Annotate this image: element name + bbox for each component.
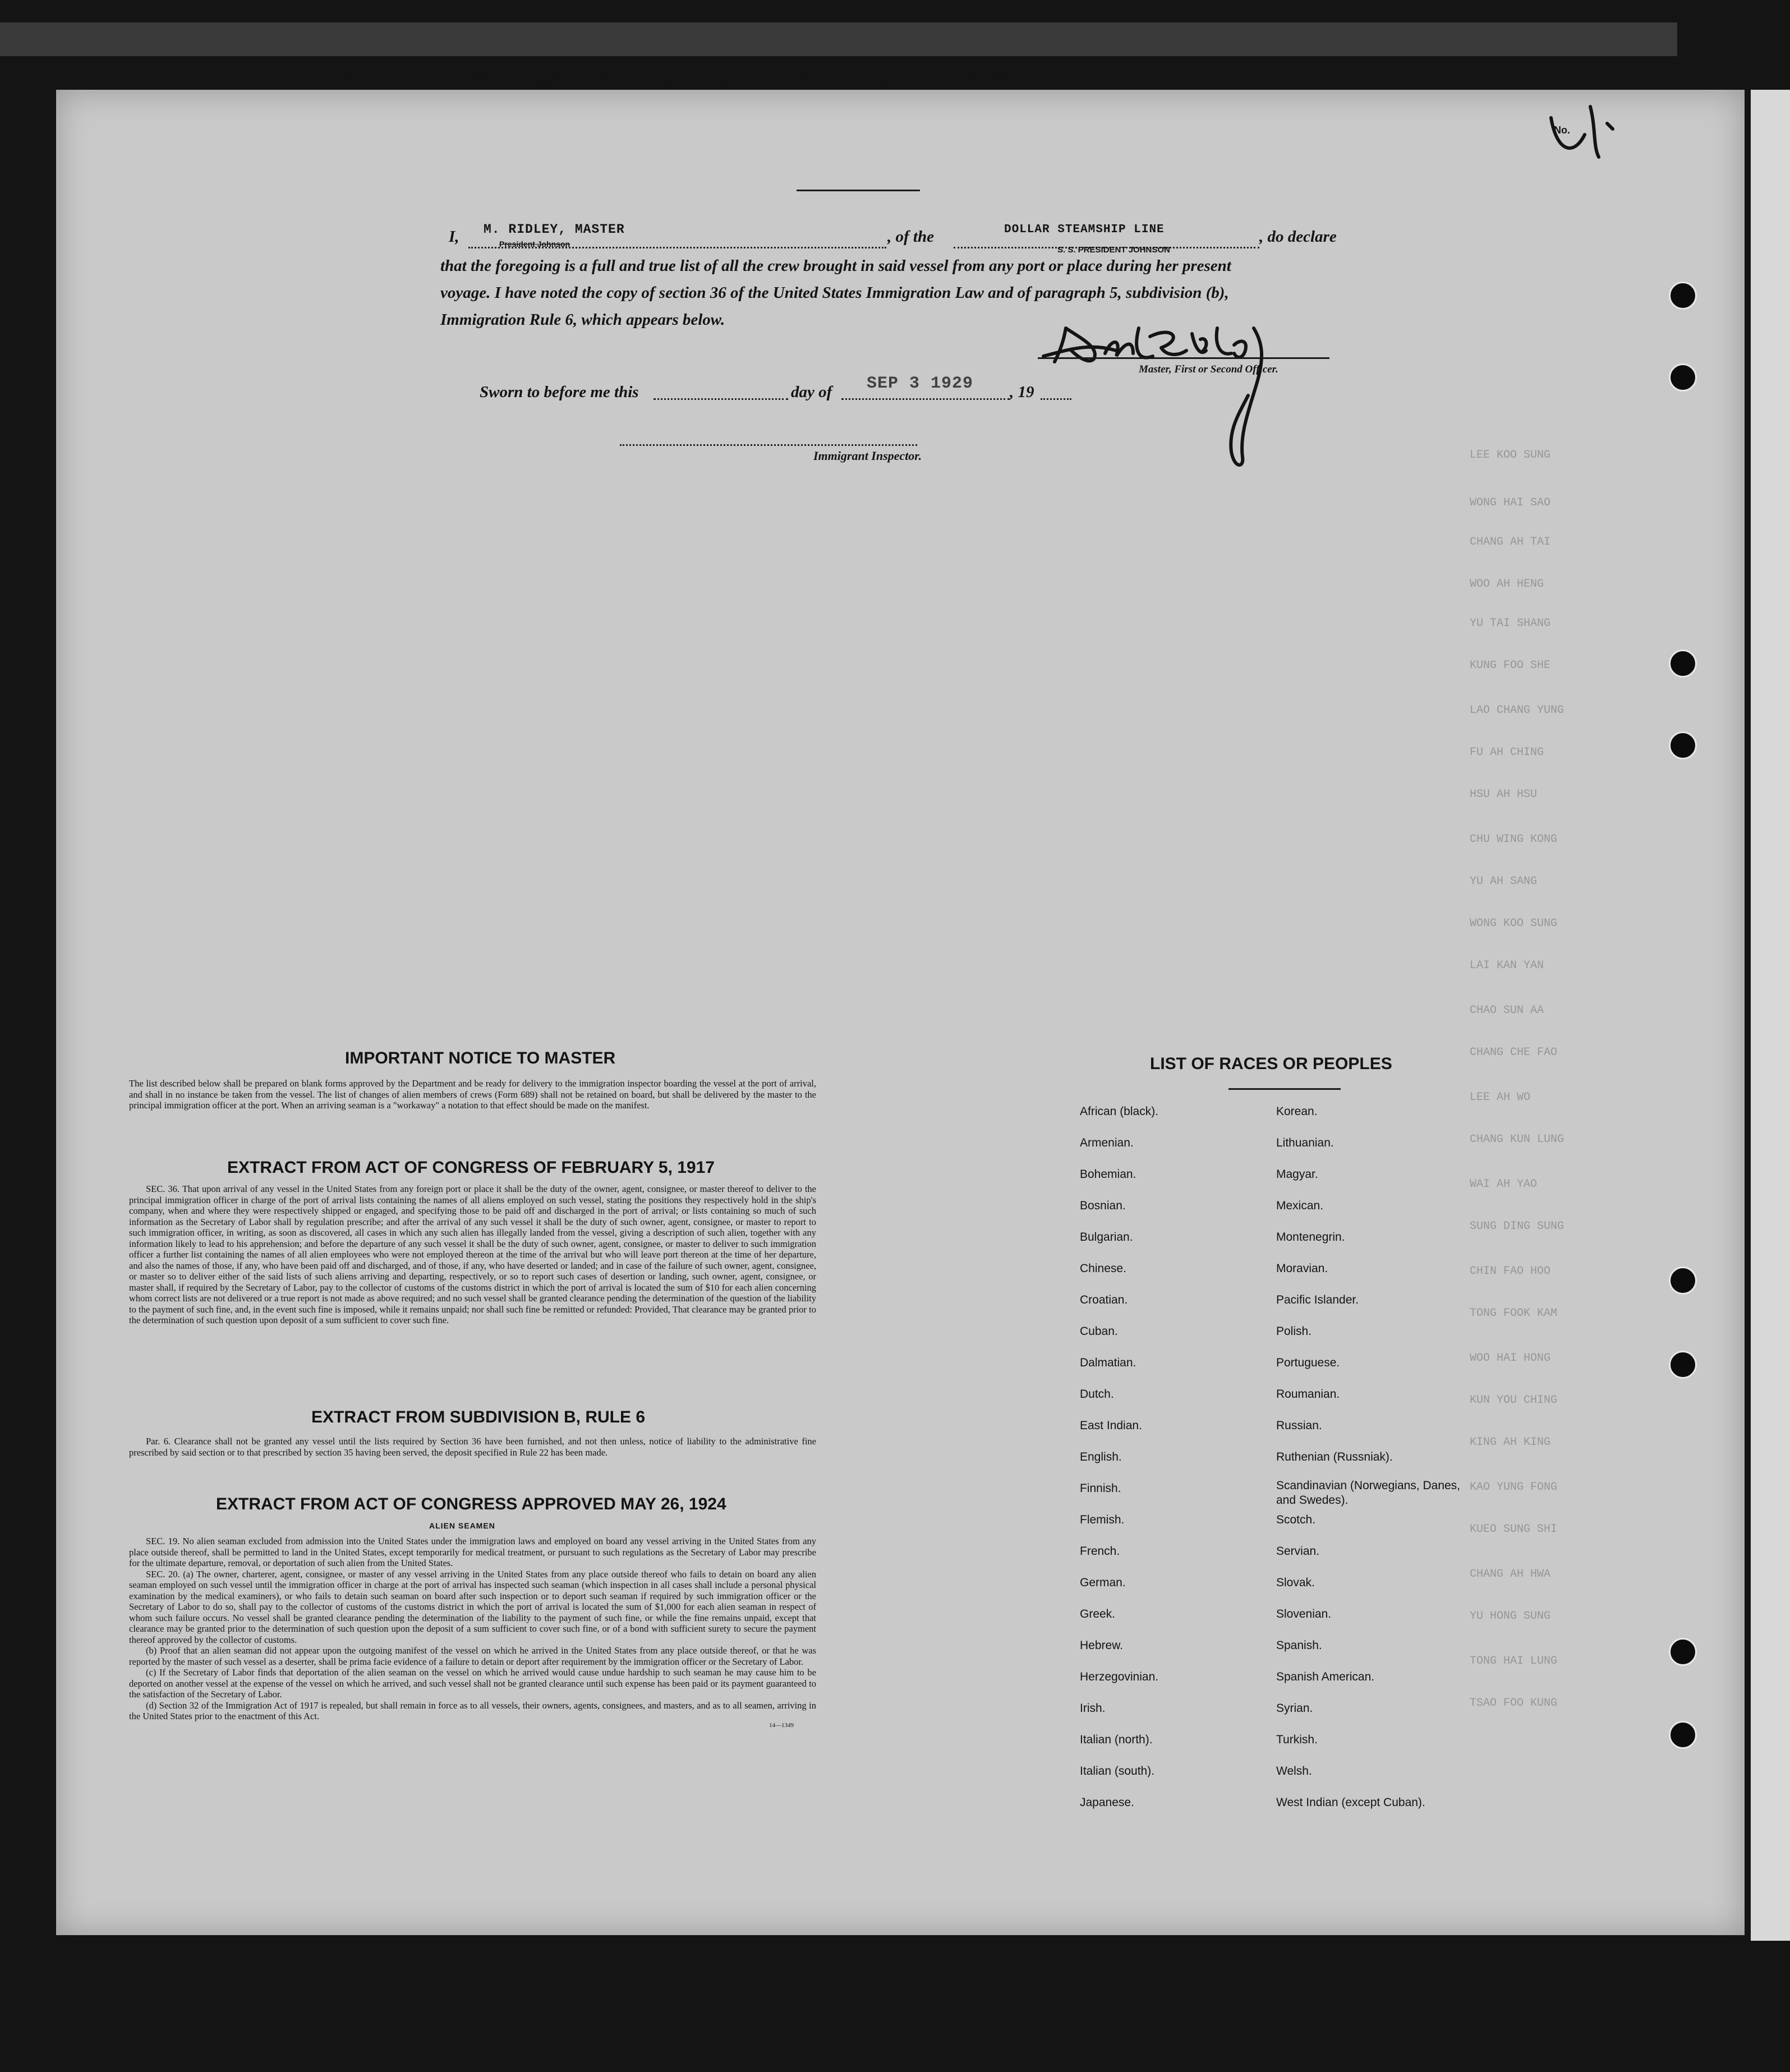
- race-item: Slovak.: [1276, 1576, 1315, 1589]
- race-item: Greek.: [1080, 1608, 1116, 1620]
- sworn-label: Sworn to before me this: [480, 383, 639, 401]
- race-item: Herzegovinian.: [1080, 1670, 1159, 1683]
- declaration-line-4: Immigration Rule 6, which appears below.: [440, 311, 725, 329]
- do-declare-label: , do declare: [1259, 228, 1337, 246]
- race-item: English.: [1080, 1451, 1122, 1463]
- master-name-value: M. RIDLEY, MASTER: [484, 222, 625, 237]
- affidavit-title: AFFIDAVIT OF THE MASTER OR COMMANDING OFFICER, OR FIRST OR SECOND OFFICER: [286, 68, 1115, 89]
- inspector-caption: Immigrant Inspector.: [813, 449, 922, 463]
- inspector-line: [620, 444, 917, 446]
- race-item: Turkish.: [1276, 1733, 1318, 1746]
- race-item: French.: [1080, 1545, 1120, 1558]
- race-item: Flemish.: [1080, 1513, 1125, 1526]
- punch-hole-icon: [1669, 1351, 1697, 1379]
- races-underline: [1228, 1088, 1341, 1090]
- race-item: Scandinavian (Norwegians, Danes, and Swedes).: [1276, 1479, 1461, 1507]
- race-item: Polish.: [1276, 1325, 1312, 1338]
- sec20a-text: SEC. 20. (a) The owner, charterer, agent, consignee, or master of any vessel arriving in the United States from any place outside thereof who fails to detain on board any alien seaman employed on such vessel until the immigration officer in charge at the port of arrival has inspected such seaman (which inspection in all cases shall include a personal physical examination by the medical examiners), or who fails to detain such seaman on board after such inspection or to deport such seaman if required by such immigration officer or the Secretary of Labor to do so, shall pay to the collector of customs of the customs district in which the port of arrival is located the sum of $1,000 for each alien seaman in respect of whom such failure occurs. No vessel shall be granted clearance pending the determination of the liability to the payment of such fine, or while the fine remains unpaid, except that clearance may be granted prior to the determination of such question upon the deposit of a sum sufficient to cover such fine, or of a bond with sufficient surety to secure the payment thereof approved by the collector of customs.: [129, 1568, 816, 1645]
- race-item: Bulgarian.: [1080, 1231, 1133, 1244]
- punch-hole-icon: [1669, 1267, 1697, 1295]
- day-of-label: day of: [791, 383, 832, 401]
- sec20b-text: (b) Proof that an alien seaman did not appear upon the outgoing manifest of the vessel on which he arrived in the United States from any place outside thereof, or that he was reported by the master of such vessel as a deserter, shall be prima facie evidence of a failure to detain or deport after requirement by the immigration officer or the Secretary of Labor.: [129, 1645, 816, 1667]
- punch-hole-icon: [1669, 1721, 1697, 1749]
- race-item: Welsh.: [1276, 1765, 1312, 1778]
- notice-body: The list described below shall be prepared on blank forms approved by the Department and be ready for delivery to the immigration inspector boarding the vessel at the port of arrival, and shall in no instance be taken from the vessel. The list of changes of alien members of crews (Form 689) shall not be retained on board, but shall be delivered by the master to the principal immigration officer at the port. When an arriving seaman is a "workaway" a notation to that effect should be made on the manifest.: [129, 1078, 816, 1111]
- race-item: Portuguese.: [1276, 1356, 1340, 1369]
- race-item: Moravian.: [1276, 1262, 1328, 1275]
- date-stamp: SEP 3 1929: [867, 374, 974, 393]
- race-item: Hebrew.: [1080, 1639, 1124, 1652]
- race-item: Bosnian.: [1080, 1199, 1126, 1212]
- vessel-value: S. S. PRESIDENT JOHNSON: [1057, 245, 1170, 255]
- race-item: Servian.: [1276, 1545, 1320, 1558]
- race-item: Bohemian.: [1080, 1168, 1136, 1181]
- race-item: Japanese.: [1080, 1796, 1134, 1809]
- master-signature: [1032, 317, 1346, 485]
- master-name-sub: President Johnson: [499, 240, 570, 248]
- race-item: Syrian.: [1276, 1702, 1313, 1715]
- race-item: Italian (south).: [1080, 1765, 1155, 1778]
- form-number: 14—1349: [769, 1721, 794, 1729]
- race-item: Finnish.: [1080, 1482, 1121, 1495]
- signature-caption: Master, First or Second Officer.: [1139, 363, 1278, 375]
- punch-hole-icon: [1669, 1638, 1697, 1666]
- sheet-number-label: No.: [1554, 125, 1570, 136]
- races-title: LIST OF RACES OR PEOPLES: [1150, 1055, 1392, 1073]
- race-item: Ruthenian (Russniak).: [1276, 1451, 1393, 1463]
- punch-hole-icon: [1669, 731, 1697, 759]
- race-item: Cuban.: [1080, 1325, 1118, 1338]
- race-item: Russian.: [1276, 1419, 1322, 1432]
- extract-1924-body: [129, 1536, 816, 1729]
- sworn-day-line: [654, 398, 788, 400]
- race-item: Montenegrin.: [1276, 1231, 1345, 1244]
- race-item: Italian (north).: [1080, 1733, 1153, 1746]
- extract-1917-title: EXTRACT FROM ACT OF CONGRESS OF FEBRUARY 5, 1917: [227, 1158, 715, 1177]
- declaration-line-3: voyage. I have noted the copy of section 36 of the United States Immigration Law and of paragraph 5, subdivision (b),: [440, 284, 1229, 302]
- race-item: Scotch.: [1276, 1513, 1316, 1526]
- extract-1924-subtitle: ALIEN SEAMEN: [429, 1521, 495, 1530]
- sheet-number-mark: [1545, 101, 1624, 163]
- year-prefix: , 19: [1010, 383, 1034, 401]
- race-item: West Indian (except Cuban).: [1276, 1796, 1425, 1809]
- of-the-label: , of the: [887, 228, 934, 246]
- race-item: Armenian.: [1080, 1136, 1134, 1149]
- race-item: Pacific Islander.: [1276, 1293, 1359, 1306]
- sworn-year-line: [1041, 398, 1071, 400]
- scan-top-strip: [0, 22, 1677, 56]
- race-item: African (black).: [1080, 1105, 1159, 1118]
- race-item: Mexican.: [1276, 1199, 1324, 1212]
- race-item: Roumanian.: [1276, 1388, 1340, 1401]
- race-item: East Indian.: [1080, 1419, 1142, 1432]
- punch-hole-icon: [1669, 282, 1697, 310]
- signature-line: [1038, 357, 1329, 359]
- sec20c-text: (c) If the Secretary of Labor finds that deportation of the alien seaman on the vessel on which he arrived would cause undue hardship to such seaman he may cause him to be deported on another vessel at the expense of the vessel on which he arrived, and such vessel shall not be granted clearance until such expense has been paid or its payment guaranteed to the satisfaction of the Secretary of Labor.: [129, 1667, 816, 1700]
- sworn-month-line: [841, 398, 1010, 400]
- race-item: Slovenian.: [1276, 1608, 1332, 1620]
- extract-1924-title: EXTRACT FROM ACT OF CONGRESS APPROVED MAY 26, 1924: [216, 1495, 726, 1513]
- company-value: DOLLAR STEAMSHIP LINE: [1004, 223, 1165, 236]
- page-edge: [1751, 90, 1790, 1941]
- extract-1917-body: SEC. 36. That upon arrival of any vessel in the United States from any foreign port or place it shall be the duty of the owner, agent, consignee, or master thereof to deliver to the principal immigration officer in charge of the port of arrival lists containing the names of all aliens employed on such vessel, stating the positions they respectively hold in the ship's company, when and where they were respectively shipped or engaged, and specifying those to be paid off and discharged in the port of arrival; or lists containing so much of such information as the Secretary of Labor shall by regulation prescribe; and after the arrival of any such vessel it shall be the duty of such owner, agent, consignee, or master to report to such immigration officer, in writing, as soon as discovered, all cases in which any such alien has illegally landed from the vessel, giving a description of such alien, together with any information likely to lead to his apprehension; and before the departure of any such vessel it shall be the duty of such owner, agent, consignee, or master to deliver to such immigration officer a further list containing the names of all alien employees who were not employed thereon at the time of the arrival but who will leave port thereon at the time of her departure, and also the names of those, if any, who have been paid off and discharged, and of those, if any, who have deserted or landed; and in case of the failure of such owner, agent, consignee, or master so to deliver either of the said lists of such aliens arriving and departing, respectively, or so to report such cases of desertion or landing, such owner, agent, consignee, or master shall, if required by the Secretary of Labor, pay to the collector of customs of the customs district in which the port of arrival is located the sum of $10 for each alien concerning whom correct lists are not delivered or a true report is not made as above required; and no such vessel shall be granted clearance pending the determination of the question of the liability to the payment of such fine, and, in the event such fine is imposed, while it remains unpaid; nor shall such fine be remitted or refunded: Provided, That clearance may be granted prior to the determination of such question upon deposit of a sum sufficient to cover such fine.: [129, 1184, 816, 1325]
- sec19-text: SEC. 19. No alien seaman excluded from admission into the United States under the immigration laws and employed on board any vessel arriving in the United States from any place outside thereof, shall be permitted to land in the United States, except temporarily for medical treatment, or pursuant to such regulations as the Secretary of Labor may prescribe for the ultimate departure, removal, or deportation of such alien from the United States.: [129, 1536, 816, 1568]
- race-item: Croatian.: [1080, 1293, 1128, 1306]
- race-item: Dutch.: [1080, 1388, 1114, 1401]
- race-item: Dalmatian.: [1080, 1356, 1136, 1369]
- punch-hole-icon: [1669, 650, 1697, 678]
- declaration-line-2: that the foregoing is a full and true list of all the crew brought in said vessel from any port or place during her present: [440, 257, 1231, 275]
- race-item: Irish.: [1080, 1702, 1106, 1715]
- race-item: German.: [1080, 1576, 1126, 1589]
- race-item: Lithuanian.: [1276, 1136, 1334, 1149]
- race-item: Spanish American.: [1276, 1670, 1375, 1683]
- notice-title: IMPORTANT NOTICE TO MASTER: [345, 1049, 616, 1067]
- extract-rule6-body: Par. 6. Clearance shall not be granted any vessel until the lists required by Section 36 have been furnished, and not then unless, notice of liability to the administrative fine prescribed by said section or to that prescribed by section 35 having been served, the deposit specified in Rule 22 has been made.: [129, 1436, 816, 1458]
- race-item: Korean.: [1276, 1105, 1318, 1118]
- race-item: Magyar.: [1276, 1168, 1318, 1181]
- title-underline: [797, 190, 920, 191]
- extract-rule6-title: EXTRACT FROM SUBDIVISION B, RULE 6: [311, 1408, 646, 1426]
- punch-hole-icon: [1669, 363, 1697, 392]
- sec20d-text: (d) Section 32 of the Immigration Act of 1917 is repealed, but shall remain in force as to all vessels, their owners, agents, consignees, and masters, and as to all seamen, arriving in the United States prior to the enactment of this Act.: [129, 1700, 816, 1721]
- race-item: Chinese.: [1080, 1262, 1126, 1275]
- race-item: Spanish.: [1276, 1639, 1322, 1652]
- declaration-i-label: I,: [449, 228, 459, 246]
